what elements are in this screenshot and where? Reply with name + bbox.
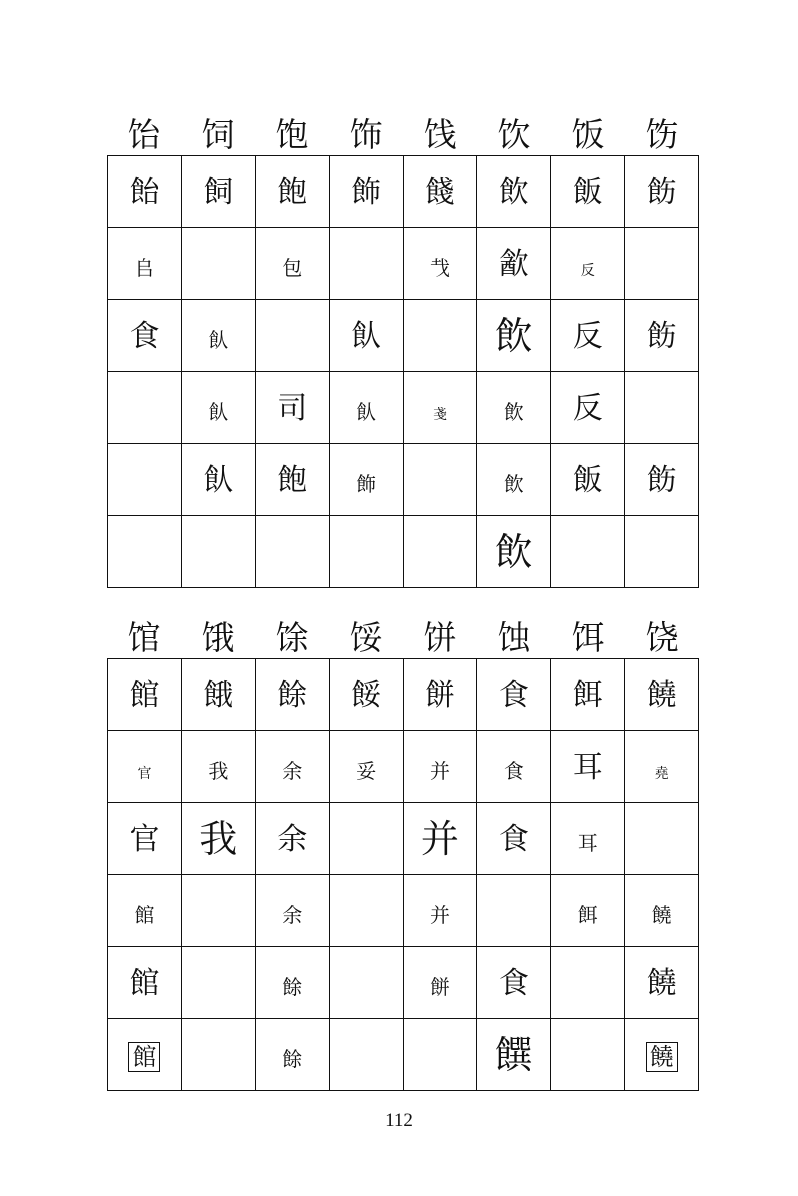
glyph-cell [477,372,551,444]
glyph-cell [181,228,255,300]
glyph-cell [403,444,477,516]
glyph-cell [181,300,255,372]
glyph-cell [477,228,551,300]
glyph-cell [255,803,329,875]
glyph-cell [477,731,551,803]
ancient-glyph: 飤 [203,463,234,498]
ancient-glyph: 飯 [572,175,603,210]
ancient-glyph: 我 [199,816,238,861]
ancient-glyph: 館 [128,1042,160,1072]
ancient-glyph: 戔 [432,406,447,423]
glyph-cell [403,156,477,228]
column-header: 馁 [349,618,383,657]
glyph-cell [255,156,329,228]
glyph-cell [403,300,477,372]
ancient-glyph: 我 [208,758,229,783]
glyph-cell [477,803,551,875]
ancient-glyph: 餘 [277,678,308,713]
ancient-glyph: 食 [129,319,160,354]
glyph-cell [255,659,329,731]
column-header: 饱 [275,115,309,154]
ancient-glyph: 官 [129,822,160,857]
ancient-glyph: 飭 [646,463,677,498]
glyph-cell [551,731,625,803]
table-row [108,1019,699,1091]
glyph-cell [329,947,403,1019]
glyph-cell [181,659,255,731]
glyph-cell [255,228,329,300]
glyph-cell [329,516,403,588]
glyph-cell [255,875,329,947]
glyph-cell [551,228,625,300]
ancient-glyph: 饒 [646,1042,678,1072]
glyph-cell [625,444,699,516]
ancient-glyph: 餓 [203,678,234,713]
table-row [108,444,699,516]
glyph-cell [108,947,182,1019]
glyph-cell [108,659,182,731]
ancient-glyph: 飯 [572,463,603,498]
column-header: 饴 [127,115,161,154]
glyph-cell [625,659,699,731]
glyph-cell [255,444,329,516]
ancient-glyph: 饒 [651,902,672,927]
glyph-cell [255,1019,329,1091]
table-row [108,947,699,1019]
ancient-glyph: 并 [429,758,450,783]
column-header: 饭 [571,115,605,154]
table-row [108,803,699,875]
ancient-glyph: 𠂤 [134,255,155,280]
glyph-cell [108,731,182,803]
glyph-cell [403,372,477,444]
ancient-glyph: 館 [134,902,155,927]
glyph-cell [477,300,551,372]
glyph-cell [108,1019,182,1091]
ancient-glyph: 餅 [429,974,450,999]
page-number: 112 [385,1110,413,1131]
glyph-cell [181,156,255,228]
ancient-glyph: 餞 [424,175,455,210]
column-header: 蚀 [497,618,531,657]
ancient-glyph: 飲 [498,175,529,210]
glyph-cell [403,875,477,947]
glyph-cell [625,1019,699,1091]
ancient-glyph: 飽 [277,175,308,210]
ancient-glyph: 餌 [572,678,603,713]
ancient-glyph: 飾 [351,175,382,210]
glyph-cell [255,947,329,1019]
table-row [108,300,699,372]
glyph-cell [551,300,625,372]
glyph-cell [329,659,403,731]
glyph-cell [181,947,255,1019]
header-row [107,105,699,155]
ancient-glyph: 余 [282,902,303,927]
glyph-cell [477,516,551,588]
glyph-cell [551,803,625,875]
ancient-glyph: 館 [129,678,160,713]
ancient-glyph: 𢦏 [429,255,450,280]
glyph-cell [108,875,182,947]
ancient-glyph: 堯 [654,765,669,782]
glyph-cell [625,947,699,1019]
glyph-cell [625,803,699,875]
glyph-cell [329,156,403,228]
ancient-glyph: 館 [129,966,160,1001]
ancient-glyph: 飭 [646,175,677,210]
glyph-cell [477,659,551,731]
ancient-glyph: 飲 [494,529,533,574]
column-header: 饯 [423,115,457,154]
glyph-table [107,658,699,1091]
section-top [107,105,699,588]
ancient-glyph: 食 [503,758,524,783]
ancient-glyph: 饒 [646,966,677,1001]
table-row [108,659,699,731]
glyph-cell [255,372,329,444]
ancient-glyph: 餒 [351,678,382,713]
glyph-cell [551,444,625,516]
glyph-cell [625,875,699,947]
ancient-glyph: 餘 [282,1046,303,1071]
column-header: 饵 [571,618,605,657]
table-row [108,372,699,444]
glyph-cell [108,803,182,875]
glyph-cell [108,516,182,588]
ancient-glyph: 余 [277,822,308,857]
header-row [107,608,699,658]
ancient-glyph: 反 [580,262,595,279]
glyph-cell [181,731,255,803]
glyph-cell [329,228,403,300]
ancient-glyph: 包 [282,255,303,280]
ancient-glyph: 飲 [503,471,524,496]
glyph-cell [625,300,699,372]
glyph-cell [329,803,403,875]
glyph-cell [551,516,625,588]
column-header: 馆 [127,618,161,657]
column-header: 饿 [201,618,235,657]
column-header: 饼 [423,618,457,657]
ancient-glyph: 飾 [356,471,377,496]
column-header: 饬 [645,115,679,154]
table-row [108,731,699,803]
ancient-glyph: 官 [137,765,152,782]
glyph-cell [477,444,551,516]
ancient-glyph: 饌 [494,1032,533,1077]
glyph-cell [551,156,625,228]
ancient-glyph: 餌 [577,902,598,927]
glyph-cell [403,228,477,300]
glyph-cell [181,875,255,947]
glyph-cell [625,228,699,300]
ancient-glyph: 飤 [208,399,229,424]
glyph-cell [181,1019,255,1091]
ancient-glyph: 耳 [577,830,598,855]
glyph-cell [108,228,182,300]
glyph-cell [108,372,182,444]
glyph-cell [625,156,699,228]
ancient-glyph: 飽 [277,463,308,498]
ancient-glyph: 餅 [424,678,455,713]
glyph-cell [329,444,403,516]
glyph-cell [403,731,477,803]
glyph-cell [108,444,182,516]
glyph-cell [329,300,403,372]
ancient-glyph: 反 [572,391,603,426]
ancient-glyph: 饒 [646,678,677,713]
ancient-glyph: 飼 [203,175,234,210]
glyph-cell [477,947,551,1019]
glyph-cell [477,1019,551,1091]
ancient-glyph: 余 [282,758,303,783]
ancient-glyph: 飤 [208,327,229,352]
glyph-cell [181,803,255,875]
ancient-glyph: 食 [498,966,529,1001]
glyph-cell [181,516,255,588]
glyph-cell [403,659,477,731]
glyph-cell [403,947,477,1019]
ancient-glyph: 司 [277,391,308,426]
glyph-cell [551,1019,625,1091]
glyph-cell [255,300,329,372]
ancient-glyph: 飤 [351,319,382,354]
column-header: 饮 [497,115,531,154]
glyph-cell [108,156,182,228]
column-header: 饰 [349,115,383,154]
glyph-cell [255,516,329,588]
ancient-glyph: 食 [498,678,529,713]
glyph-cell [329,1019,403,1091]
glyph-cell [551,947,625,1019]
glyph-cell [329,731,403,803]
table-row [108,875,699,947]
ancient-glyph: 飭 [646,319,677,354]
glyph-cell [551,372,625,444]
glyph-cell [403,516,477,588]
glyph-cell [625,731,699,803]
table-row [108,516,699,588]
glyph-cell [551,875,625,947]
ancient-glyph: 餘 [282,974,303,999]
ancient-glyph: 耳 [572,750,603,785]
glyph-cell [551,659,625,731]
table-row [108,228,699,300]
glyph-cell [477,156,551,228]
glyph-table [107,155,699,588]
column-header: 饶 [645,618,679,657]
glyph-cell [329,875,403,947]
ancient-glyph: 并 [420,816,459,861]
table-row [108,156,699,228]
glyph-cell [403,1019,477,1091]
ancient-glyph: 㱃 [498,247,529,282]
ancient-glyph: 飤 [356,399,377,424]
glyph-cell [403,803,477,875]
ancient-glyph: 妥 [356,758,377,783]
glyph-cell [108,300,182,372]
glyph-cell [255,731,329,803]
column-header: 饲 [201,115,235,154]
glyph-cell [477,875,551,947]
glyph-cell [625,516,699,588]
ancient-glyph: 飲 [503,399,524,424]
glyph-cell [181,444,255,516]
ancient-glyph: 反 [572,319,603,354]
column-header: 馀 [275,618,309,657]
ancient-glyph: 飲 [494,313,533,358]
section-bottom [107,608,699,1091]
glyph-cell [181,372,255,444]
glyph-cell [625,372,699,444]
ancient-glyph: 并 [429,902,450,927]
ancient-glyph: 飴 [129,175,160,210]
glyph-cell [329,372,403,444]
ancient-glyph: 食 [498,822,529,857]
